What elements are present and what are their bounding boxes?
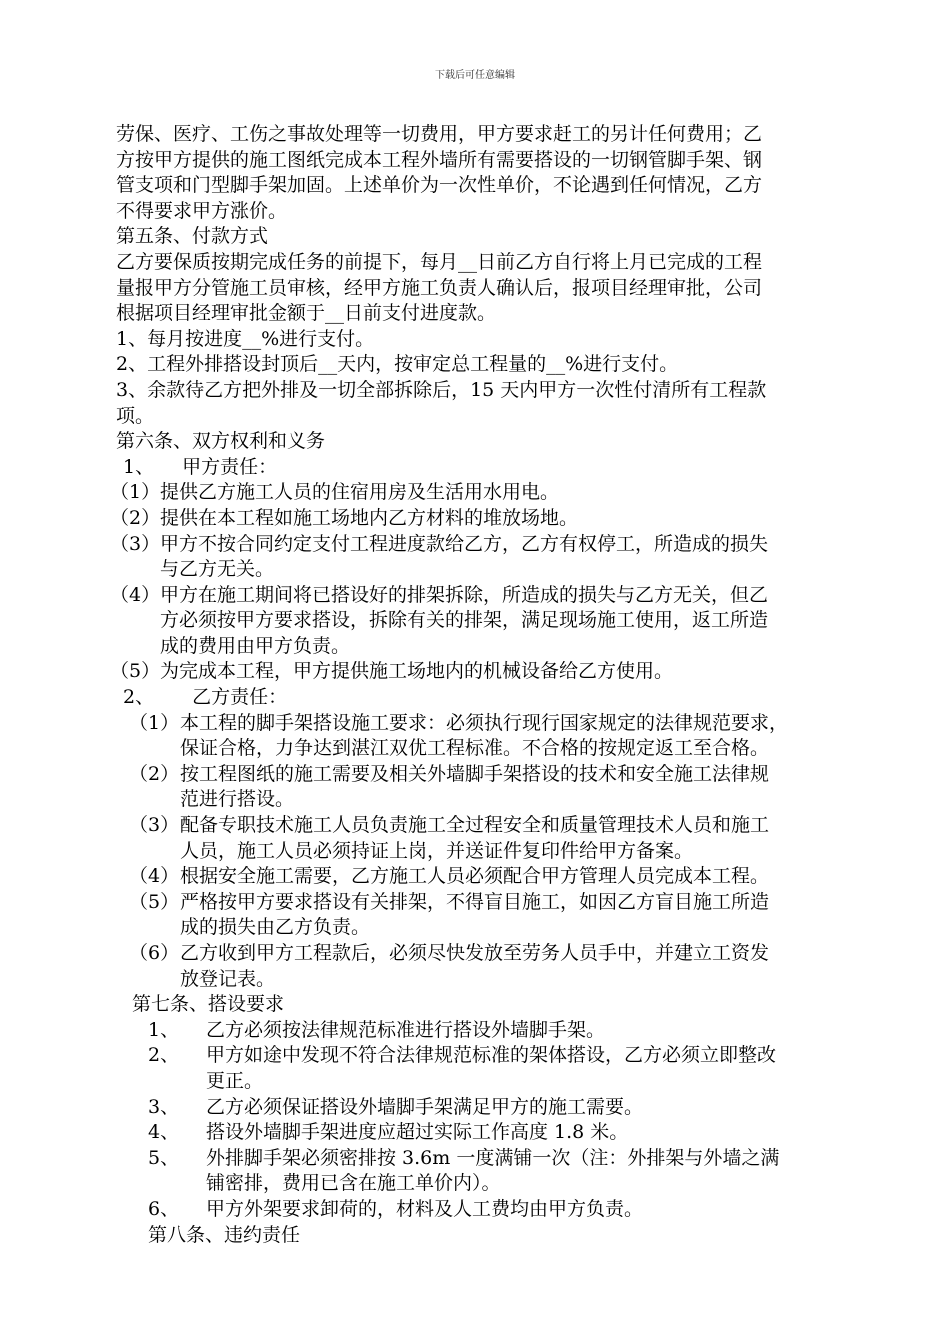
party-a-heading [116, 455, 896, 481]
requirement-item [116, 1146, 896, 1197]
requirement-item-number: 2、 [148, 1044, 180, 1067]
payment-item: 项。 [116, 404, 155, 427]
party-a-item-text: 为完成本工程，甲方提供施工场地内的机械设备给乙方使用。 [160, 660, 674, 683]
party-a-item-number: （4） [110, 583, 161, 606]
page-header: 下载后可任意编辑 [435, 70, 515, 81]
article-7-title: 第七条、搭设要求 [132, 993, 285, 1016]
party-a-item-text: 成的费用由甲方负责。 [160, 634, 351, 657]
party-a-item-number: （5） [110, 660, 161, 683]
party-b-item [116, 762, 896, 813]
party-b-item [116, 941, 896, 992]
paragraph-line: 乙方要保质按期完成任务的前提下，每月__日前乙方自行将上月已完成的工程 [116, 250, 763, 273]
party-a-item [110, 583, 896, 660]
requirement-item-text: 乙方必须保证搭设外墙脚手架满足甲方的施工需要。 [206, 1095, 644, 1118]
party-b-item-number: （5） [129, 890, 180, 913]
party-a-list [110, 480, 896, 685]
requirement-item-text: 甲方外架要求卸荷的，材料及人工费均由甲方负责。 [206, 1197, 644, 1220]
party-b-heading [116, 685, 896, 711]
requirement-item-number: 6、 [148, 1197, 180, 1220]
paragraph-line: 不得要求甲方涨价。 [116, 199, 288, 222]
paragraph-line: 劳保、医疗、工伤之事故处理等一切费用，甲方要求赶工的另计任何费用；乙 [116, 123, 763, 145]
party-a-item [110, 506, 896, 532]
requirement-item-number: 1、 [148, 1018, 180, 1041]
party-a-item [110, 480, 896, 506]
requirement-item-text: 搭设外墙脚手架进度应超过实际工作高度 1.8 米。 [206, 1121, 629, 1144]
requirement-item-text: 乙方必须按法律规范标准进行搭设外墙脚手架。 [206, 1018, 606, 1041]
document-body [110, 122, 896, 1248]
party-a-item-text: 甲方不按合同约定支付工程进度款给乙方，乙方有权停工，所造成的损失 [160, 532, 769, 555]
requirement-item [116, 1018, 896, 1044]
party-b-item-text: 保证合格，力争达到湛江双优工程标准。不合格的按规定返工至合格。 [180, 737, 770, 760]
requirement-item [116, 1120, 896, 1146]
requirement-item-text: 甲方如途中发现不符合法律规范标准的架体搭设，乙方必须立即整改 [206, 1044, 777, 1067]
party-a-title: 甲方责任： [182, 455, 278, 478]
party-a-item-text: 提供在本工程如施工场地内乙方材料的堆放场地。 [160, 506, 579, 529]
party-b-title: 乙方责任： [192, 686, 288, 709]
party-b-item-number: （1） [129, 711, 180, 734]
party-a-item-text: 甲方在施工期间将已搭设好的排架拆除，所造成的损失与乙方无关，但乙 [160, 583, 769, 606]
party-a-item-number: （1） [110, 481, 161, 504]
article-8-title: 第八条、违约责任 [148, 1223, 301, 1246]
party-b-item [116, 711, 896, 762]
party-b-item-text: 成的损失由乙方负责。 [180, 916, 371, 939]
article-7-list [116, 1018, 896, 1223]
party-a-item-text: 方必须按甲方要求搭设，拆除有关的排架，满足现场施工使用，返工所造 [160, 609, 769, 632]
requirement-item [116, 1197, 896, 1223]
party-b-item-number: （3） [129, 814, 180, 837]
party-a-item [110, 532, 896, 583]
party-b-item-text: 范进行搭设。 [180, 788, 295, 811]
party-b-item-number: （4） [129, 865, 180, 888]
party-b-number: 2、 [123, 686, 155, 709]
requirement-item [116, 1043, 896, 1094]
party-b-item-text: 人员，施工人员必须持证上岗，并送证件复印件给甲方备案。 [180, 839, 694, 862]
party-b-item-text: 严格按甲方要求搭设有关排架，不得盲目施工，如因乙方盲目施工所造 [180, 890, 770, 913]
paragraph-line: 管支项和门型脚手架加固。上述单价为一次性单价，不论遇到任何情况，乙方 [116, 174, 763, 197]
party-b-item-text: 乙方收到甲方工程款后，必须尽快发放至劳务人员手中，并建立工资发 [180, 942, 770, 964]
party-a-item-text: 与乙方无关。 [160, 558, 275, 581]
paragraph-line: 量报甲方分管施工员审核，经甲方施工负责人确认后，报项目经理审批，公司 [116, 276, 763, 299]
party-a-item-number: （2） [110, 506, 161, 529]
party-b-item [116, 813, 896, 864]
party-a-item [110, 659, 896, 685]
party-b-item-text: 根据安全施工需要，乙方施工人员必须配合甲方管理人员完成本工程。 [180, 865, 770, 888]
requirement-item-number: 5、 [148, 1146, 180, 1169]
requirement-item-number: 4、 [148, 1121, 180, 1144]
payment-item: 3、余款待乙方把外排及一切全部拆除后，15 天内甲方一次性付清所有工程款 [116, 378, 767, 401]
paragraph-line: 方按甲方提供的施工图纸完成本工程外墙所有需要搭设的一切钢管脚手架、钢 [116, 148, 763, 171]
paragraph-line: 根据项目经理审批金额于__日前支付进度款。 [116, 302, 497, 325]
party-b-list [116, 711, 896, 993]
party-b-item [116, 890, 896, 941]
party-b-item-number: （2） [129, 762, 180, 785]
requirement-item-number: 3、 [148, 1095, 180, 1118]
payment-item: 1、每月按进度__%进行支付。 [116, 327, 375, 350]
party-b-item-text: 本工程的脚手架搭设施工要求：必须执行现行国家规定的法律规范要求， [180, 711, 789, 734]
party-b-item [116, 864, 896, 890]
requirement-item [116, 1095, 896, 1121]
party-a-item-number: （3） [110, 532, 161, 555]
party-b-item-text: 放登记表。 [180, 967, 276, 990]
party-b-item-text: 按工程图纸的施工需要及相关外墙脚手架搭设的技术和安全施工法律规 [180, 762, 770, 785]
requirement-item-text: 更正。 [206, 1069, 264, 1092]
party-a-item-text: 提供乙方施工人员的住宿用房及生活用水用电。 [160, 481, 560, 504]
article-5-title: 第五条、付款方式 [116, 225, 269, 248]
party-b-item-number: （6） [129, 942, 180, 964]
requirement-item-text: 铺密排，费用已含在施工单价内）。 [206, 1172, 501, 1195]
article-6-title: 第六条、双方权利和义务 [116, 430, 326, 453]
party-a-number: 1、 [123, 455, 155, 478]
party-b-item-text: 配备专职技术施工人员负责施工全过程安全和质量管理技术人员和施工 [180, 814, 770, 837]
payment-item: 2、工程外排搭设封顶后__天内，按审定总工程量的__%进行支付。 [116, 353, 679, 376]
requirement-item-text: 外排脚手架必须密排按 3.6m 一度满铺一次（注：外排架与外墙之满 [206, 1146, 780, 1169]
